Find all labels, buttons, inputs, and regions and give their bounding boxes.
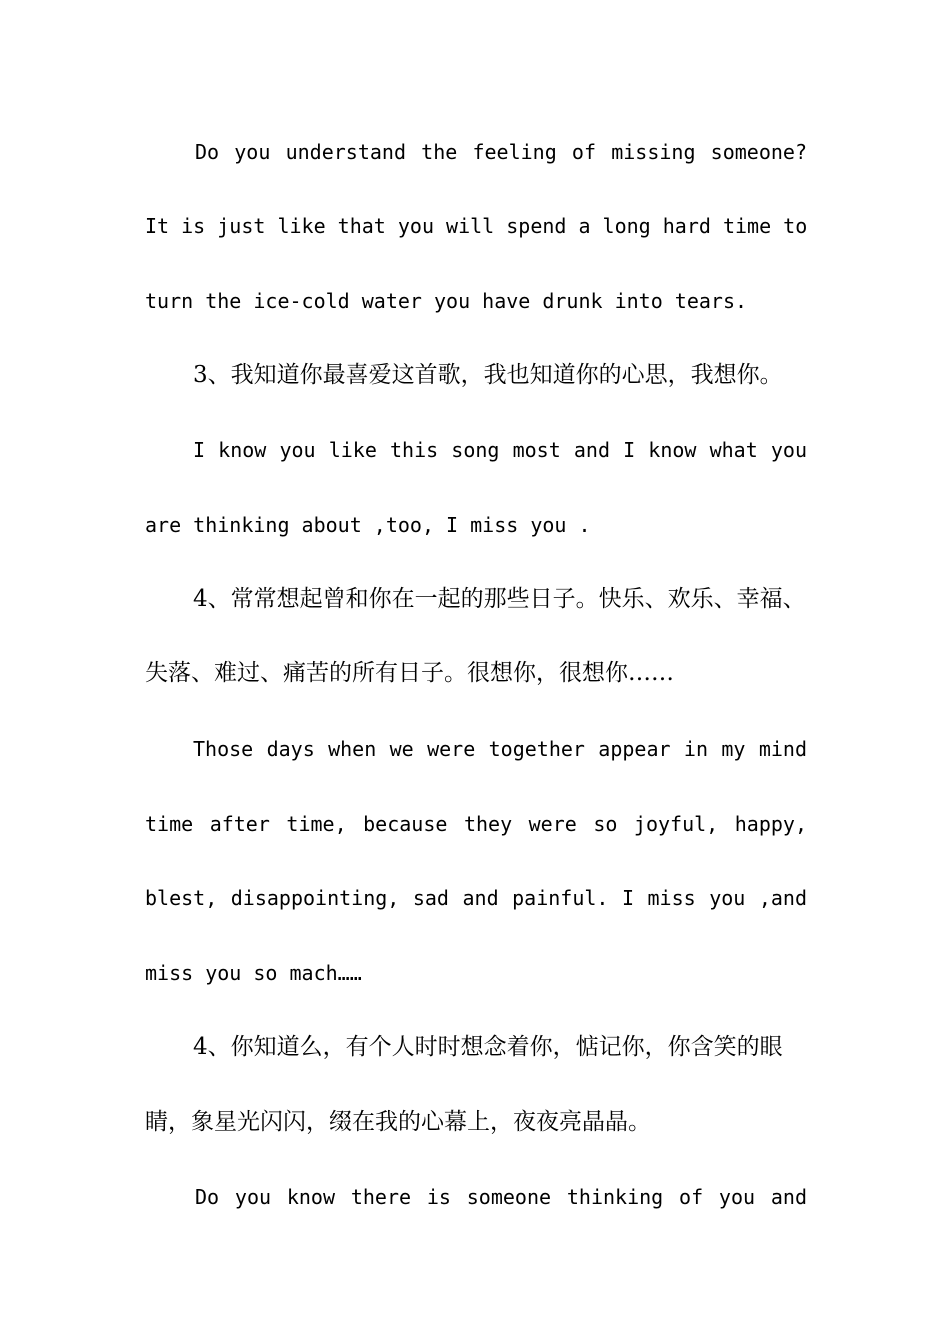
paragraph-line-12: miss you so mach…… <box>145 961 362 985</box>
paragraph-line-6: are thinking about ,too, I miss you . <box>145 513 591 537</box>
paragraph-line-2: It is just like that you will spend a long hard time to <box>145 214 808 238</box>
paragraph-line-13: 4、你知道么，有个人时时想念着你，惦记你，你含笑的眼 <box>193 1034 783 1060</box>
paragraph-line-14: 睛，象星光闪闪，缀在我的心幕上，夜夜亮晶晶。 <box>145 1109 651 1135</box>
paragraph-line-11: blest, disappointing, sad and painful. I miss you ,and <box>145 886 807 910</box>
paragraph-line-15: Do you know there is someone thinking of you and <box>195 1185 807 1209</box>
paragraph-line-8: 失落、难过、痛苦的所有日子。很想你，很想你…… <box>145 660 674 686</box>
paragraph-line-5: I know you like this song most and I know what you <box>193 438 807 462</box>
paragraph-line-10: time after time, because they were so joyful, happy, <box>145 812 807 836</box>
paragraph-line-3: turn the ice-cold water you have drunk into tears. <box>145 289 748 313</box>
paragraph-line-9: Those days when we were together appear in my mind <box>193 737 807 761</box>
paragraph-line-1: Do you understand the feeling of missing someone? <box>195 140 807 164</box>
paragraph-line-4: 3、我知道你最喜爱这首歌，我也知道你的心思，我想你。 <box>193 362 783 388</box>
paragraph-line-7: 4、常常想起曾和你在一起的那些日子。快乐、欢乐、幸福、 <box>193 586 806 612</box>
